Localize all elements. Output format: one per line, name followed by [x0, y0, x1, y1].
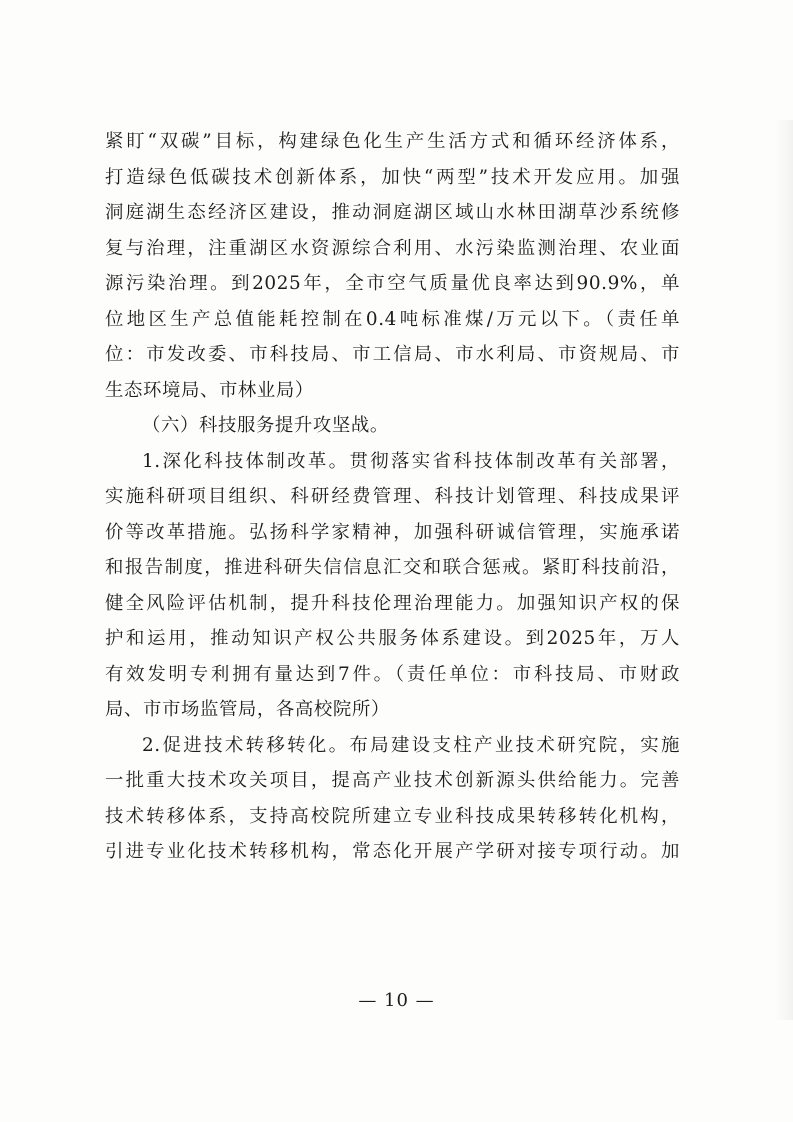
paragraph-start: 2.促进技术转移转化。布局建设支柱产业技术研究院，实施	[142, 734, 680, 756]
text-line: 打造绿色低碳技术创新体系，加快“两型”技术开发应用。加强	[105, 166, 680, 188]
text-line: 生态环境局、市林业局）	[105, 379, 314, 401]
text-line: 局、市市场监管局，各高校院所）	[105, 699, 390, 720]
text-line: 复与治理，注重湖区水资源综合利用、水污染监测治理、农业面	[105, 237, 680, 259]
document-body	[105, 124, 680, 870]
text-line: 和报告制度，推进科研失信信息汇交和联合惩戒。紧盯科技前沿，	[105, 557, 680, 578]
section-heading: （六）科技服务提升攻坚战。	[142, 415, 389, 436]
text-line: 源污染治理。到2025年，全市空气质量优良率达到90.9%，单	[105, 273, 680, 294]
text-line: 引进专业化技术转移机构，常态化开展产学研对接专项行动。加	[105, 841, 680, 862]
page-number: — 10 —	[358, 990, 435, 1011]
scan-edge-shadow	[775, 120, 793, 1020]
text-line: 位地区生产总值能耗控制在0.4吨标准煤/万元以下。（责任单	[105, 308, 680, 330]
text-line: 洞庭湖生态经济区建设，推动洞庭湖区域山水林田湖草沙系统修	[105, 202, 680, 223]
text-line: 位：市发改委、市科技局、市工信局、市水利局、市资规局、市	[105, 344, 680, 365]
text-line: 健全风险评估机制，提升科技伦理治理能力。加强知识产权的保	[105, 592, 680, 614]
text-line: 一批重大技术攻关项目，提高产业技术创新源头供给能力。完善	[105, 770, 680, 791]
text-line: 紧盯“双碳”目标，构建绿色化生产生活方式和循环经济体系，	[105, 131, 680, 152]
paragraph-start: 1.深化科技体制改革。贯彻落实省科技体制改革有关部署，	[142, 450, 680, 472]
text-line: 实施科研项目组织、科研经费管理、科技计划管理、科技成果评	[105, 486, 680, 507]
text-line: 有效发明专利拥有量达到7件。（责任单位：市科技局、市财政	[105, 663, 680, 685]
text-line: 技术转移体系，支持高校院所建立专业科技成果转移转化机构，	[105, 805, 680, 827]
text-line: 护和运用，推动知识产权公共服务体系建设。到2025年，万人	[105, 628, 680, 649]
text-line: 价等改革措施。弘扬科学家精神，加强科研诚信管理，实施承诺	[105, 521, 680, 543]
